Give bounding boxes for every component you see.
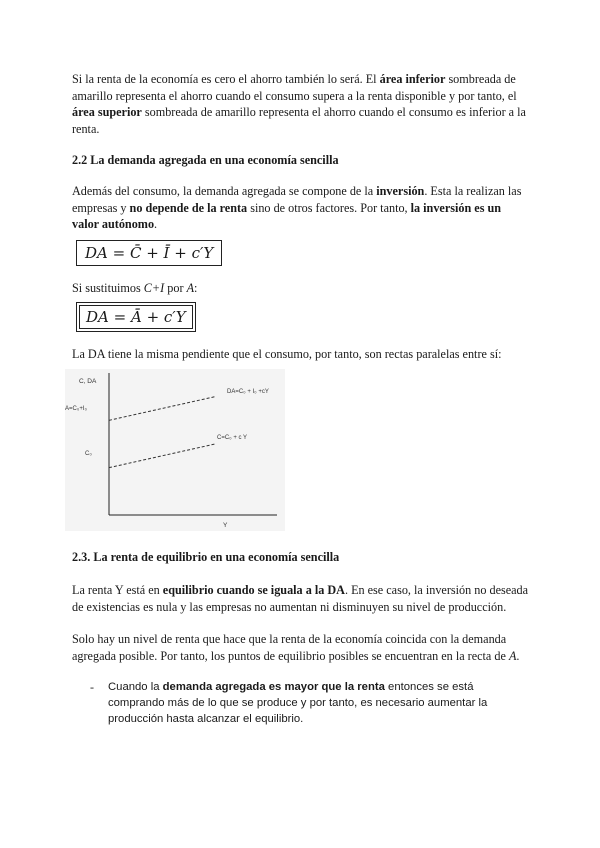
paragraph-savings-area [72,71,530,137]
paragraph-substitution [72,280,530,297]
formula-da-expanded [76,240,222,266]
series-label-da: DA=C₀ + I₀ +cY [227,389,269,395]
chart-svg [65,369,285,531]
section-heading-2-2: 2.2 La demanda agregada en una economía sencilla [72,153,339,167]
formula-da-simplified [76,302,196,332]
series-line-0 [109,397,215,421]
paragraph-equilibrium-points [72,631,530,664]
x-axis-label: Y [223,522,228,529]
paragraph-parallel-lines: La DA tiene la misma pendiente que el consumo, por tanto, son rectas paralelas entre sí: [72,347,502,361]
da-consumption-chart [65,369,285,531]
series-layer [109,397,215,468]
paragraph-equilibrium [72,582,530,615]
text: Cuando la [108,681,163,693]
intercept-label-da: A=C₀+I₀ [65,406,87,412]
section-heading-2-3: 2.3. La renta de equilibrio en una economía sencilla [72,550,340,564]
text: entonces se está comprando más de lo que se produce y por tanto, es necesario aumentar la producción hasta alcanzar el equilibrio. [108,681,488,725]
paragraph-investment [72,183,530,233]
text: sombreada de amarillo representa el ahorro cuando el consumo es inferior a la renta. [72,105,526,136]
formula-text: DA = Ā + c′Y [86,308,186,326]
text: sombreada de amarillo representa el ahorro cuando el consumo supera a la renta disponible y por tanto, el [72,72,517,103]
text: : [194,281,198,295]
italic-text: A [508,648,517,663]
text: Si la renta de la economía es cero el ahorro también lo será. El [72,72,380,86]
italic-text: C+I [143,281,165,295]
series-line-1 [109,444,215,468]
bold-text: equilibrio cuando se iguala a la DA [162,583,345,597]
bold-text: área inferior [379,72,446,86]
formula-text: DA = C̄ + Ī + c′Y [85,244,214,262]
intercept-label-c: C₀ [85,451,92,457]
bold-text: área superior [72,105,142,119]
text: por [164,281,187,295]
bold-text: no depende de la renta [129,200,248,215]
text: . Esta la realizan las empresas y [72,184,522,215]
bold-text: la inversión es un valor autónomo [72,200,502,231]
text: . En ese caso, la inversión no deseada de existencias es nula y las empresas no aumentan ni disminuyen su nivel de producción. [72,583,529,614]
text: Si sustituimos [72,281,144,295]
bold-text: demanda agregada es mayor que la renta [162,681,385,693]
text: La renta Y está en [72,583,163,597]
y-axis-label: C, DA [79,378,97,385]
text: Además del consumo, la demanda agregada se compone de la [72,184,377,198]
text: Solo hay un nivel de renta que hace que la renta de la economía coincida con la demanda agregada posible. Por tanto, los puntos de equilibrio posibles se encuentran en la recta de [72,632,509,663]
series-label-c: C=C₀ + c Y [217,435,248,441]
bold-text: inversión [376,184,425,198]
text: . [154,217,158,231]
italic-text: A [186,281,195,295]
list-item [108,679,528,727]
list-bullet: - [90,680,94,694]
text: . [516,648,520,663]
text: sino de otros factores. Por tanto, [247,200,411,215]
